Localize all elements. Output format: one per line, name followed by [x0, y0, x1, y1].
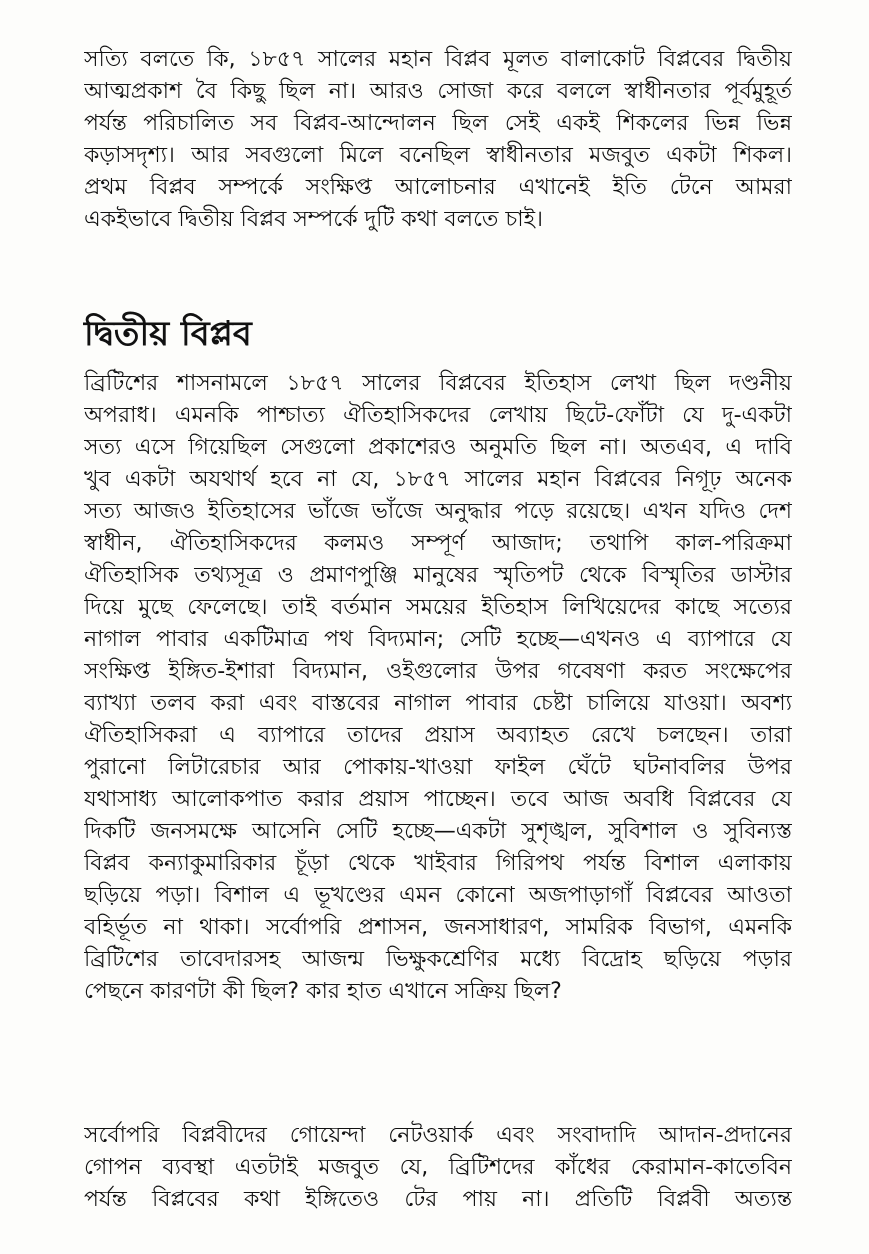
text-line: বহির্ভূত না থাকা। সর্বোপরি প্রশাসন, জনসাধারণ, সামরিক বিভাগ, এমনকি — [84, 915, 792, 940]
text-line: যথাসাধ্য আলোকপাত করার প্রয়াস পাচ্ছেন। তবে আজ অবধি বিপ্লবের যে — [84, 787, 792, 812]
text-line: প্রথম বিপ্লব সম্পর্কে সংক্ষিপ্ত আলোচনার এখানেই ইতি টেনে আমরা — [84, 175, 792, 200]
text-line: বিপ্লব কন্যাকুমারিকার চূঁড়া থেকে খাইবার গিরিপথ পর্যন্ত বিশাল এলাকায় — [84, 851, 792, 876]
text-line: সত্য এসে গিয়েছিল সেগুলো প্রকাশেরও অনুমতি ছিল না। অতএব, এ দাবি — [84, 435, 792, 460]
text-line: দিকটি জনসমক্ষে আসেনি সেটি হচ্ছে—একটা সুশৃঙ্খল, সুবিশাল ও সুবিন্যস্ত — [84, 819, 792, 844]
text-line: পেছনে কারণটা কী ছিল? কার হাত এখানে সক্রিয় ছিল? — [84, 979, 562, 1004]
text-line: ঐতিহাসিকরা এ ব্যাপারে তাদের প্রয়াস অব্যাহত রেখে চলছেন। তারা — [84, 723, 792, 748]
text-line: পর্যন্ত বিপ্লবের কথা ইঙ্গিতেও টের পায় না। প্রতিটি বিপ্লবী অত্যন্ত — [84, 1187, 792, 1212]
section-heading: দ্বিতীয় বিপ্লব — [84, 314, 252, 354]
text-line: কড়াসদৃশ্য। আর সবগুলো মিলে বনেছিল স্বাধীনতার মজবুত একটা শিকল। — [84, 143, 792, 168]
paragraph-intro — [84, 44, 792, 236]
text-line: স্বাধীন, ঐতিহাসিকদের কলমও সম্পূর্ণ আজাদ; তথাপি কাল-পরিক্রমা — [84, 531, 792, 556]
text-line: সর্বোপরি বিপ্লবীদের গোয়েন্দা নেটওয়ার্ক এবং সংবাদাদি আদান-প্রদানের — [84, 1123, 792, 1148]
text-line: সংক্ষিপ্ত ইঙ্গিত-ইশারা বিদ্যমান, ওইগুলোর উপর গবেষণা করত সংক্ষেপের — [84, 659, 792, 684]
text-line: ঐতিহাসিক তথ্যসূত্র ও প্রমাণপুঞ্জি মানুষের স্মৃতিপট থেকে বিস্মৃতির ডাস্টার — [84, 563, 792, 588]
text-line: পর্যন্ত পরিচালিত সব বিপ্লব-আন্দোলন ছিল সেই একই শিকলের ভিন্ন ভিন্ন — [84, 111, 792, 136]
text-line: দিয়ে মুছে ফেলেছে। তাই বর্তমান সময়ের ইতিহাস লিখিয়েদের কাছে সত্যের — [84, 595, 792, 620]
paragraph-continued — [84, 1120, 792, 1216]
paragraph-main — [84, 368, 792, 1008]
text-line: পুরানো লিটারেচার আর পোকায়-খাওয়া ফাইল ঘেঁটে ঘটনাবলির উপর — [84, 755, 792, 780]
text-line: ব্রিটিশের শাসনামলে ১৮৫৭ সালের বিপ্লবের ইতিহাস লেখা ছিল দণ্ডনীয় — [84, 371, 792, 396]
text-line: ছড়িয়ে পড়া। বিশাল এ ভূখণ্ডের এমন কোনো অজপাড়াগাঁ বিপ্লবের আওতা — [84, 883, 792, 908]
text-line: একইভাবে দ্বিতীয় বিপ্লব সম্পর্কে দুটি কথা বলতে চাই। — [84, 207, 543, 232]
text-line: সত্যি বলতে কি, ১৮৫৭ সালের মহান বিপ্লব মূলত বালাকোট বিপ্লবের দ্বিতীয় — [84, 47, 792, 72]
text-line: ব্রিটিশের তাবেদারসহ আজন্ম ভিক্ষুকশ্রেণির মধ্যে বিদ্রোহ ছড়িয়ে পড়ার — [84, 947, 792, 972]
text-line: আত্মপ্রকাশ বৈ কিছু ছিল না। আরও সোজা করে বললে স্বাধীনতার পূর্বমুহূর্ত — [84, 79, 792, 104]
text-line: অপরাধ। এমনকি পাশ্চাত্য ঐতিহাসিকদের লেখায় ছিটে-ফোঁটা যে দু-একটা — [84, 403, 792, 428]
text-line: সত্য আজও ইতিহাসের ভাঁজে ভাঁজে অনুদ্ধার পড়ে রয়েছে। এখন যদিও দেশ — [84, 499, 792, 524]
text-line: নাগাল পাবার একটিমাত্র পথ বিদ্যমান; সেটি হচ্ছে—এখনও এ ব্যাপারে যে — [84, 627, 792, 652]
text-line: গোপন ব্যবস্থা এতটাই মজবুত যে, ব্রিটিশদের কাঁধের কেরামান-কাতেবিন — [84, 1155, 792, 1180]
text-line: খুব একটা অযথার্থ হবে না যে, ১৮৫৭ সালের মহান বিপ্লবের নিগূঢ় অনেক — [84, 467, 792, 492]
text-line: ব্যাখ্যা তলব করা এবং বাস্তবের নাগাল পাবার চেষ্টা চালিয়ে যাওয়া। অবশ্য — [84, 691, 792, 716]
